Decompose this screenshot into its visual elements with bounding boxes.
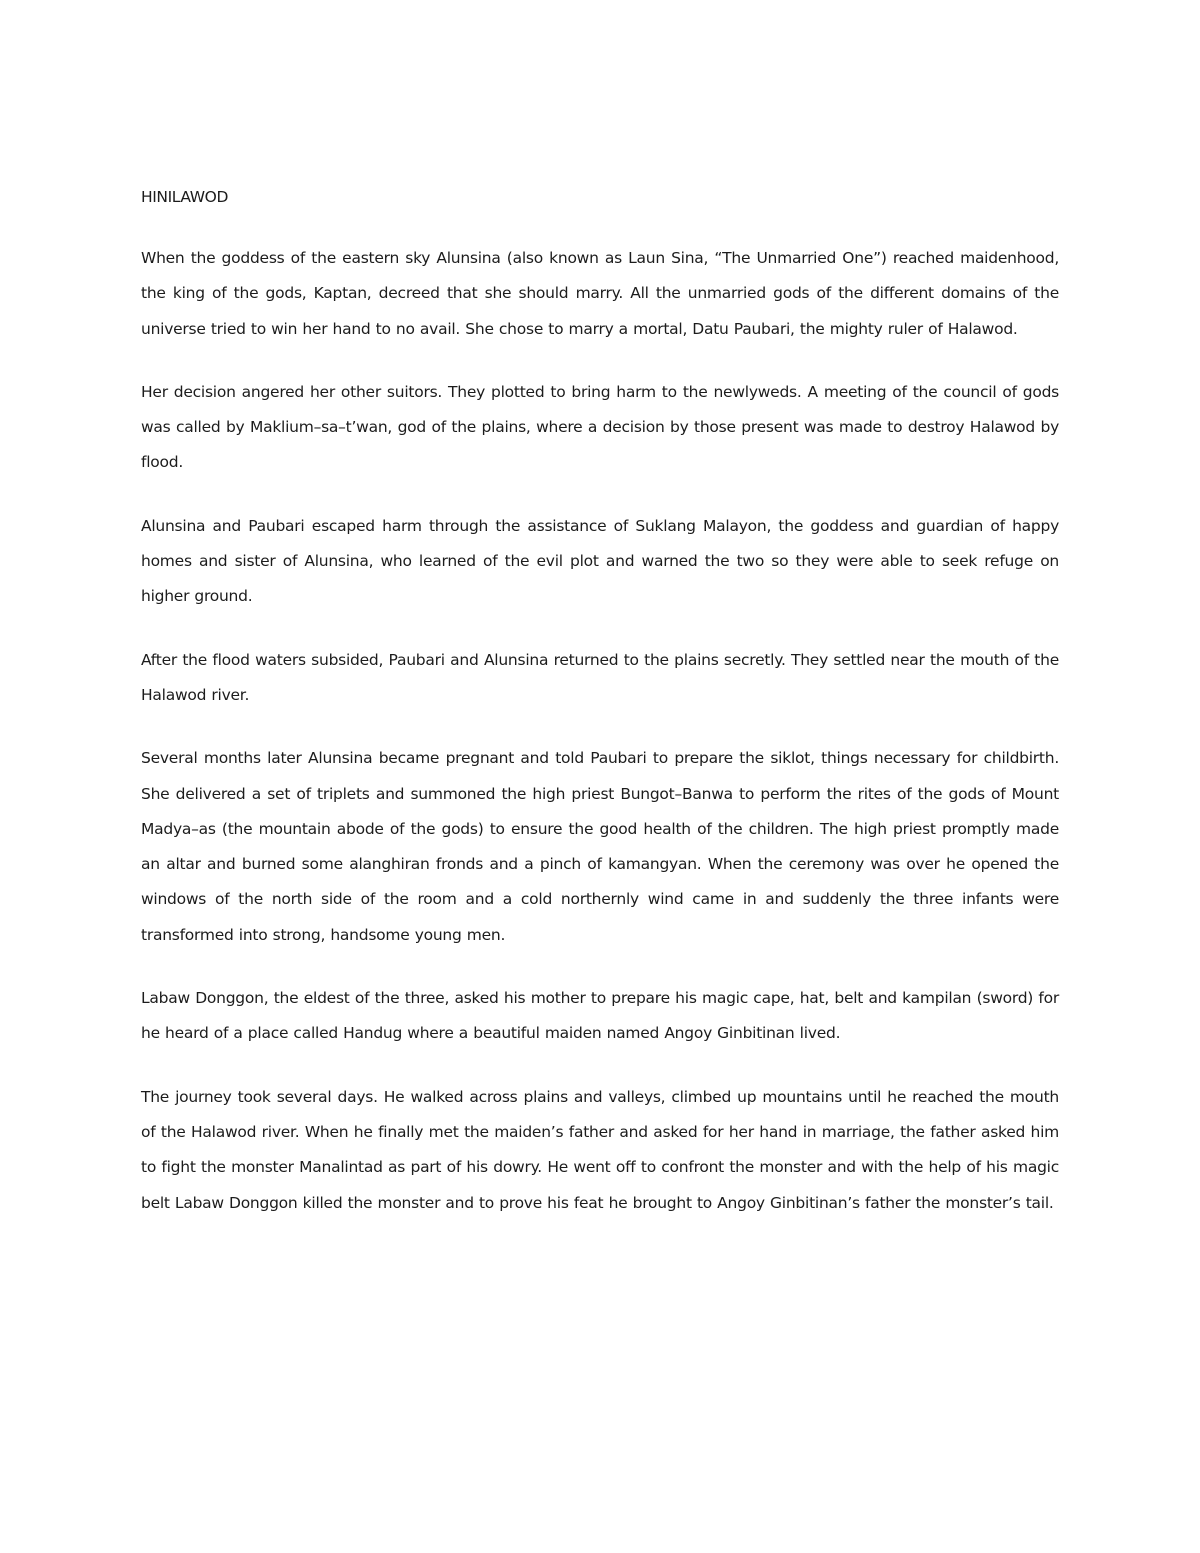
paragraph-3: Alunsina and Paubari escaped harm through the assistance of Suklang Malayon, the goddess and guardian of happy homes and sister of Alunsina, who learned of the evil plot and warned the two so they were able to seek refuge on higher ground. bbox=[141, 516, 1059, 606]
paragraph-6: Labaw Donggon, the eldest of the three, asked his mother to prepare his magic cape, hat, belt and kampilan (sword) for he heard of a place called Handug where a beautiful maiden named Angoy Ginbitinan lived. bbox=[141, 989, 1059, 1043]
document-body bbox=[141, 180, 1059, 1249]
paragraph-5: Several months later Alunsina became pregnant and told Paubari to prepare the siklot, things necessary for childbirth. She delivered a set of triplets and summoned the high priest Bungot–Banwa to perform the rites of the gods of Mount Madya–as (the mountain abode of the gods) to ensure the good health of the children. The high priest promptly made an altar and burned some alanghiran fronds and a pinch of kamangyan. When the ceremony was over he opened the windows of the north side of the room and a cold northernly wind came in and suddenly the three infants were transformed into strong, handsome young men. bbox=[141, 749, 1059, 944]
paragraph-1: When the goddess of the eastern sky Alunsina (also known as Laun Sina, “The Unmarried One”) reached maidenhood, the king of the gods, Kaptan, decreed that she should marry. All the unmarried gods of the different domains of the universe tried to win her hand to no avail. She chose to marry a mortal, Datu Paubari, the mighty ruler of Halawod. bbox=[141, 249, 1059, 338]
paragraph-7: The journey took several days. He walked across plains and valleys, climbed up mountains until he reached the mouth of the Halawod river. When he finally met the maiden’s father and asked for her hand in marriage, the father asked him to fight the monster Manalintad as part of his dowry. He went off to confront the monster and with the help of his magic belt Labaw Donggon killed the monster and to prove his feat he brought to Angoy Ginbitinan’s father the monster’s tail. bbox=[141, 1087, 1059, 1212]
document-title: HINILAWOD bbox=[141, 188, 229, 206]
paragraph-2: Her decision angered her other suitors. They plotted to bring harm to the newlyweds. A meeting of the council of gods was called by Maklium–sa–t’wan, god of the plains, where a decision by those present was made to destroy Halawod by flood. bbox=[141, 382, 1059, 472]
paragraph-4: After the flood waters subsided, Paubari and Alunsina returned to the plains secretly. They settled near the mouth of the Halawod river. bbox=[141, 650, 1059, 704]
